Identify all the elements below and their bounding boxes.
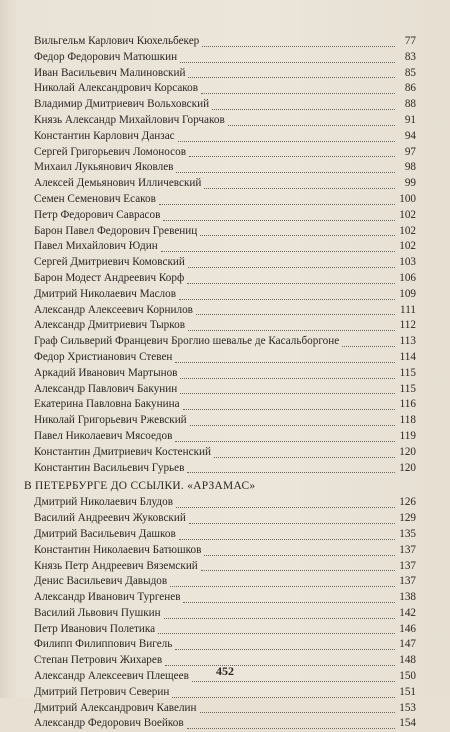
toc-entry [24,239,416,255]
entry-page: 126 [399,496,416,509]
toc-entry [24,495,416,511]
dot-leader [187,282,395,284]
entry-page: 120 [399,461,416,474]
entry-page: 137 [399,543,416,556]
entry-name: Дмитрий Васильевич Дашков [34,527,176,540]
entry-name: Константин Николаевич Батюшков [34,543,202,556]
toc-entry [24,160,416,176]
dot-leader [189,522,395,524]
toc-entry [24,34,416,50]
entry-name: Степан Петрович Жихарев [34,654,163,667]
entry-name: Граф Сильверий Францевич Броглио шевалье де Касальборгоне [34,335,340,348]
entry-page: 88 [404,98,416,111]
dot-leader [159,203,395,205]
entry-name: Константин Васильевич Гурьев [34,461,185,474]
dot-leader [163,219,395,221]
entry-name: Барон Модест Андреевич Корф [34,271,185,284]
toc-entry [24,590,416,606]
entry-page: 102 [399,240,416,253]
entry-page: 119 [399,429,416,442]
entry-name: Дмитрий Александрович Кавелин [34,701,197,714]
toc-entry [24,606,416,622]
toc-entry [24,334,416,350]
entry-name: Федор Христианович Стевен [34,350,173,363]
entry-name: Екатерина Павловна Бакунина [34,398,180,411]
entry-name: Василий Львович Пушкин [34,606,161,619]
entry-name: Александр Дмитриевич Тырков [34,319,186,332]
entry-name: Константин Карлович Данзас [34,129,175,142]
toc-entry [24,716,416,732]
entry-page: 148 [399,654,416,667]
dot-leader [176,506,395,508]
entry-name: Барон Павел Федорович Гревениц [34,224,198,237]
toc-entry [24,113,416,129]
entry-page: 138 [399,591,416,604]
entry-name: Семен Семенович Есаков [34,192,156,205]
toc-entry [24,287,416,303]
entry-name: Александр Павлович Бакунин [34,382,178,395]
entry-name: Князь Петр Андреевич Вяземский [34,559,198,572]
entry-name: Николай Александрович Корсаков [34,82,199,95]
entry-page: 106 [399,271,416,284]
entry-page: 147 [399,638,416,651]
dot-leader [158,632,395,634]
entry-name: Денис Васильевич Давыдов [34,575,168,588]
entry-name: Александр Алексеевич Корнилов [34,303,193,316]
entry-name: Аркадий Иванович Мартынов [34,366,178,379]
dot-leader [204,554,395,556]
toc-entry [24,511,416,527]
toc-entry [24,208,416,224]
entry-page: 99 [404,177,416,190]
entry-name: Сергей Григорьевич Ломоносов [34,145,187,158]
dot-leader [175,440,395,442]
entry-name: Александр Алексеевич Плещеев [34,670,189,683]
entry-page: 153 [399,701,416,714]
page-number: 452 [216,664,234,678]
entry-page: 103 [399,256,416,269]
toc-entry [24,97,416,113]
entry-page: 83 [404,50,416,63]
dot-leader [179,538,395,540]
entry-name: Алексей Демьянович Илличевский [34,177,202,190]
toc-entry [24,81,416,97]
entry-name: Князь Александр Михайлович Горчаков [34,113,225,126]
toc-entry [24,543,416,559]
dot-leader [175,648,395,650]
toc-entry [24,192,416,208]
dot-leader [170,585,395,587]
entry-page: 112 [399,319,416,332]
dot-leader [188,329,395,331]
entry-name: Александр Иванович Тургенев [34,591,181,604]
entry-page: 120 [399,445,416,458]
entry-name: Константин Дмитриевич Костенский [34,445,212,458]
dot-leader [190,424,395,426]
entry-page: 85 [404,66,416,79]
entry-page: 137 [399,575,416,588]
dot-leader [200,234,395,236]
toc-entry [24,701,416,717]
toc-entry [24,176,416,192]
dot-leader [342,345,395,347]
entry-page: 146 [399,622,416,635]
dot-leader [187,727,395,729]
entry-name: Дмитрий Петрович Северин [34,685,170,698]
entry-page: 102 [399,224,416,237]
dot-leader [188,76,395,78]
dot-leader [180,61,395,63]
toc-entry [24,413,416,429]
dot-leader [192,680,395,682]
toc-entry [24,66,416,82]
entry-page: 116 [399,398,416,411]
dot-leader [178,140,395,142]
toc-entry [24,224,416,240]
entry-page: 115 [399,382,416,395]
toc-entry [24,574,416,590]
entry-page: 94 [404,129,416,142]
dot-leader [179,298,395,300]
dot-leader [180,392,395,394]
dot-leader [201,92,395,94]
entry-name: Михаил Лукьянович Яковлев [34,161,174,174]
toc-entry [24,271,416,287]
toc-entry [24,685,416,701]
entry-page: 129 [399,512,416,525]
table-of-contents [24,34,416,732]
dot-leader [228,124,395,126]
entry-name: Николай Григорьевич Ржевский [34,414,187,427]
toc-entry [24,461,416,477]
dot-leader [202,45,395,47]
toc-entry [24,366,416,382]
toc-entry [24,350,416,366]
entry-page: 118 [399,414,416,427]
entry-name: Федор Федорович Матюшкин [34,50,178,63]
entry-page: 98 [404,161,416,174]
entry-page: 142 [399,606,416,619]
entry-page: 77 [404,35,416,47]
dot-leader [176,171,395,173]
entry-name: Дмитрий Николаевич Блудов [34,496,173,509]
toc-entry [24,129,416,145]
entry-name: Сергей Дмитриевич Комовский [34,256,185,269]
toc-entry [24,382,416,398]
toc-entry [24,397,416,413]
entry-page: 135 [399,527,416,540]
dot-leader [172,696,395,698]
entry-name: Дмитрий Николаевич Маслов [34,287,177,300]
entry-page: 150 [399,670,416,683]
entry-name: Петр Иванович Полетика [34,622,156,635]
dot-leader [196,313,395,315]
entry-page: 100 [399,192,416,205]
section-heading: В ПЕТЕРБУРГЕ ДО ССЫЛКИ. «АРЗАМАС» [24,480,256,493]
toc-entry [24,303,416,319]
entry-page: 111 [400,303,416,316]
toc-entry [24,145,416,161]
toc-entry [24,559,416,575]
entry-page: 109 [399,287,416,300]
dot-leader [214,456,395,458]
toc-part-1 [24,34,416,476]
entry-page: 151 [399,685,416,698]
entry-page: 113 [399,335,416,348]
entry-page: 86 [404,82,416,95]
dot-leader [161,250,395,252]
entry-page: 115 [399,366,416,379]
toc-entry [24,255,416,271]
dot-leader [200,711,395,713]
dot-leader [183,408,395,410]
toc-entry [24,445,416,461]
entry-page: 91 [404,113,416,126]
entry-page: 97 [404,145,416,158]
entry-page: 154 [399,717,416,730]
dot-leader [187,471,395,473]
entry-page: 137 [399,559,416,572]
entry-name: Павел Михайлович Юдин [34,240,158,253]
dot-leader [175,361,395,363]
toc-entry [24,429,416,445]
entry-page: 102 [399,208,416,221]
dot-leader [180,377,395,379]
entry-name: Петр Федорович Саврасов [34,208,161,221]
entry-name: Иван Васильевич Малиновский [34,66,186,79]
toc-entry [24,622,416,638]
dot-leader [183,601,395,603]
entry-page: 114 [399,350,416,363]
toc-entry [24,318,416,334]
dot-leader [189,155,395,157]
dot-leader [164,617,395,619]
dot-leader [212,108,395,110]
dot-leader [204,187,395,189]
toc-entry [24,527,416,543]
toc-entry [24,637,416,653]
entry-name: Вильгельм Карлович Кюхельбекер [34,35,200,47]
entry-name: Филипп Филиппович Вигель [34,638,173,651]
toc-part-2 [24,495,416,732]
entry-name: Василий Андреевич Жуковский [34,512,186,525]
entry-name: Павел Николаевич Мясоедов [34,429,173,442]
dot-leader [188,266,395,268]
entry-name: Владимир Дмитриевич Вольховский [34,98,210,111]
entry-name: Александр Федорович Воейков [34,717,184,730]
toc-entry [24,50,416,66]
dot-leader [201,569,395,571]
